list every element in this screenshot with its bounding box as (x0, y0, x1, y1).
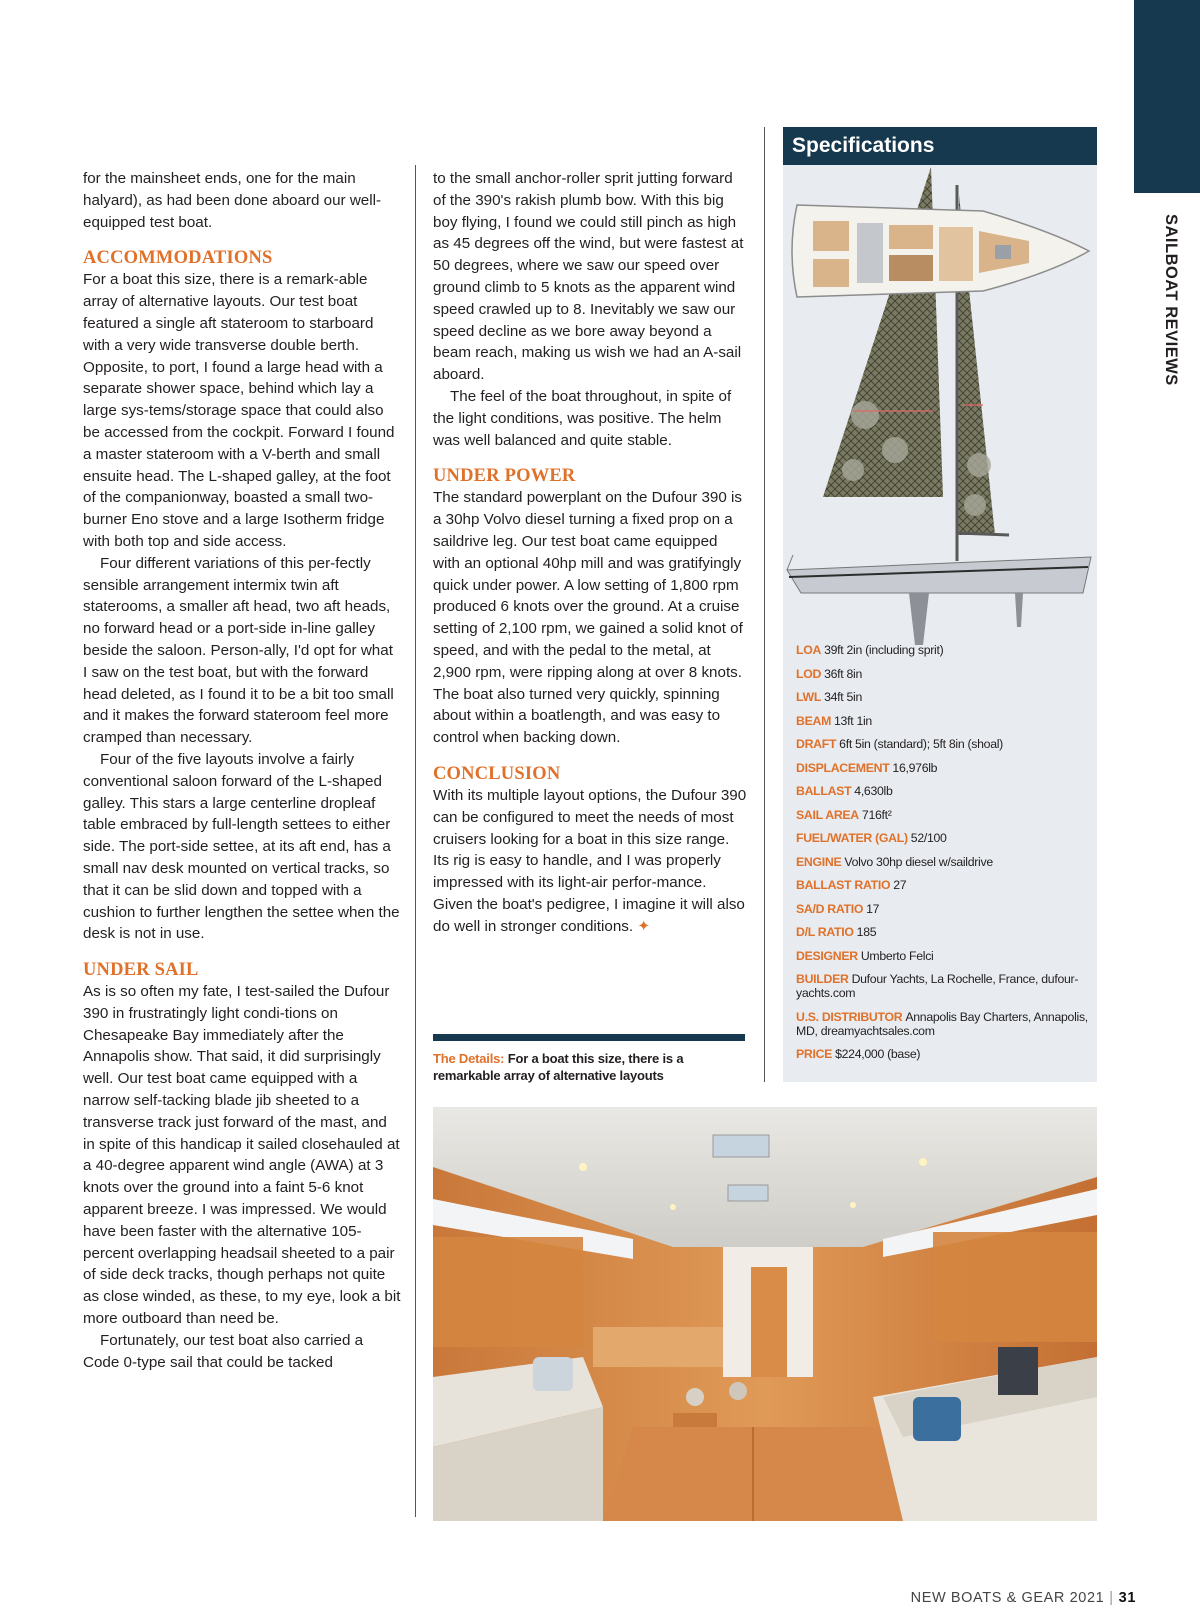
spec-key: ENGINE (796, 854, 842, 869)
spec-value: 185 (856, 925, 877, 939)
conclusion-text: With its multiple layout options, the Dufour 390 can be configured to meet the needs of most cruisers looking for a boat in this size range. Its rig is easy to handle, and I was properly impressed with its light-air perfor-mance. Given the boat's pedigree, I imagine it will also do well in stronger conditions. (433, 786, 747, 935)
paragraph (433, 785, 748, 938)
article-column-2 (433, 168, 748, 938)
spec-item (796, 831, 1092, 845)
pull-quote-text: For a boat this size, there is a remarkable array of alternative layouts (433, 1051, 684, 1083)
spec-key: LOA (796, 643, 822, 657)
spec-key: DESIGNER (796, 948, 858, 963)
spec-list (796, 643, 1092, 1071)
spec-value: 6ft 5in (standard); 5ft 8in (shoal) (839, 737, 1003, 751)
spec-value: 34ft 5in (824, 690, 862, 704)
spec-value: 4,630lb (854, 784, 893, 798)
spec-key: BALLAST (796, 784, 852, 798)
spec-key: DRAFT (796, 737, 837, 751)
spec-item (796, 690, 1092, 704)
spec-key: SAIL AREA (796, 807, 859, 822)
spec-item (796, 761, 1092, 775)
paragraph: Four of the five layouts involve a fairly conventional saloon forward of the L-shaped galley. This stars a large centerline dropleaf table embraced by full-length settees to either side. The port-side settee, at its aft end, has a small nav desk mounted on vertical tracks, so that it can be slid down and topped with a cushion to further lengthen the settee when the desk is not in use. (83, 750, 400, 943)
spec-item (796, 1047, 1092, 1061)
spec-item (796, 737, 1092, 751)
paragraph: Four different variations of this per-fectly sensible arrangement intermix twin aft staterooms, a smaller aft head, two aft heads, no forward head or a port-side in-line galley beside the saloon. Person-ally, I'd opt for what I saw on the test boat, but with the forward head deleted, as I found it to be a bit too small and it makes the forward stateroom feel more cramped than necessary. (83, 554, 394, 747)
spec-item (796, 902, 1092, 916)
paragraph: The feel of the boat throughout, in spite of the light conditions, was positive. The helm was well balanced and quite stable. (433, 387, 732, 449)
spec-key: DISPLACEMENT (796, 760, 890, 775)
spec-value: 39ft 2in (including sprit) (824, 643, 944, 657)
spec-item (796, 643, 1092, 657)
section-tab (1134, 0, 1200, 193)
spec-item (796, 667, 1092, 681)
heading-under-power: UNDER POWER (433, 466, 576, 487)
footer-separator: | (1109, 1590, 1114, 1606)
column-divider (764, 127, 765, 1082)
spec-key: U.S. DISTRIBUTOR (796, 1009, 903, 1024)
spec-key: D/L RATIO (796, 925, 854, 939)
spec-value: 36ft 8in (824, 666, 862, 681)
section-label: SAILBOAT REVIEWS (1162, 214, 1180, 386)
spec-item (796, 972, 1092, 1000)
spec-key: LWL (796, 690, 822, 704)
pull-quote (433, 1050, 745, 1084)
keel (909, 593, 929, 645)
spec-key: FUEL/WATER (GAL) (796, 831, 908, 845)
spec-value: Dufour Yachts, La Rochelle, France, dufour-yachts.com (796, 972, 1079, 1000)
spec-value: 13ft 1in (834, 713, 872, 728)
publication-name: NEW BOATS & GEAR 2021 (910, 1590, 1105, 1606)
spec-item (796, 855, 1092, 869)
column-divider (415, 165, 416, 1517)
spec-key: BALLAST RATIO (796, 878, 891, 892)
heading-conclusion: CONCLUSION (433, 763, 561, 784)
spec-item (796, 808, 1092, 822)
paragraph: For a boat this size, there is a remark-able array of alternative layouts. Our test boat featured a single aft stateroom to starboard with a very wide transverse double berth. Opposite, to port, I found a large head with a separate shower space, behind which lay a large sys-tems/storage space that could also be accessed from the cockpit. Forward I found a master stateroom with a V-berth and small ensuite head. The L-shaped galley, at the foot of the companionway, boasted a small two-burner Eno stove and a large Isotherm fridge with both top and side access. (83, 271, 395, 550)
spec-item (796, 784, 1092, 798)
specifications-title: Specifications (783, 127, 1097, 165)
spec-item (796, 925, 1092, 939)
paragraph: The standard powerplant on the Dufour 390 is a 30hp Volvo diesel turning a fixed prop on a saildrive leg. Our test boat came equipped with an optional 40hp mill and was gratifyingly quick under power. A low setting of 1,800 rpm produced 6 knots over the ground. At a cruise setting of 2,100 rpm, we gained a solid knot of speed, and with the pedal to the metal, at 2,900 rpm, were ripping along at over 8 knots. The boat also turned very quickly, spinning about within a boatlength, and was easy to control when backing down. (433, 489, 743, 747)
spec-value: 52/100 (910, 831, 947, 845)
spec-item (796, 878, 1092, 892)
pull-quote-lead: The Details: (433, 1051, 505, 1066)
spec-value: Volvo 30hp diesel w/saildrive (844, 854, 993, 869)
spec-value: Umberto Felci (860, 948, 934, 963)
article-column-1 (83, 168, 401, 1373)
paragraph: As is so often my fate, I test-sailed the Dufour 390 in frustratingly light condi-tions on Chesapeake Bay immediately after the Annapolis show. That said, it did surprisingly well. Our test boat came equipped with a narrow self-tacking blade jib sheeted to a transverse track just forward of the mast, and in spite of this handicap it sailed closehauled at a 40-degree apparent wind angle (AWA) at 3 knots over the ground into a faint 5-6 knot apparent breeze. I was impressed. We would have been faster with the alternative 105-percent overlapping headsail sheeted to a pair of side deck tracks, though perhaps not quite as close winded, as these, to my eye, look a bit more outboard than need be. (83, 983, 401, 1328)
end-mark-icon: ✦ (637, 917, 651, 935)
spec-key: SA/D RATIO (796, 901, 864, 916)
spec-value: 17 (866, 901, 880, 916)
interior-photo (433, 1107, 1097, 1521)
spec-key: BEAM (796, 713, 832, 728)
spec-value: $224,000 (base) (835, 1047, 921, 1061)
spec-value: 27 (893, 878, 907, 892)
spec-item (796, 949, 1092, 963)
spec-value: 716ft² (861, 807, 892, 822)
spec-key: PRICE (796, 1047, 833, 1061)
paragraph: to the small anchor-roller sprit jutting forward of the 390's rakish plumb bow. With this big boy flying, I found we could still pinch as high as 45 degrees off the wind, but were fastest at 50 degrees, where we saw our speed over ground climb to 5 knots as the apparent wind speed crawled up to 8. Inevitably we saw our speed decline as we bore away beyond a beam reach, making us wish we had an A-sail aboard. (433, 170, 744, 384)
heading-accommodations: ACCOMMODATIONS (83, 248, 273, 269)
spec-item (796, 714, 1092, 728)
spec-item (796, 1010, 1092, 1038)
details-bar (433, 1034, 745, 1041)
paragraph: for the mainsheet ends, one for the main halyard), as had been done aboard our well-equipped test boat. (83, 170, 382, 231)
heading-under-sail: UNDER SAIL (83, 960, 199, 981)
spec-value: 16,976lb (892, 760, 938, 775)
page-number: 31 (1118, 1590, 1136, 1606)
spec-value: Annapolis Bay Charters, Annapolis, MD, dreamyachtsales.com (796, 1009, 1088, 1038)
paragraph: Fortunately, our test boat also carried a Code 0-type sail that could be tacked (83, 1331, 364, 1371)
specifications-panel (783, 127, 1097, 1082)
spec-key: LOD (796, 666, 822, 681)
page-footer (911, 1590, 1136, 1606)
spec-key: BUILDER (796, 972, 849, 986)
